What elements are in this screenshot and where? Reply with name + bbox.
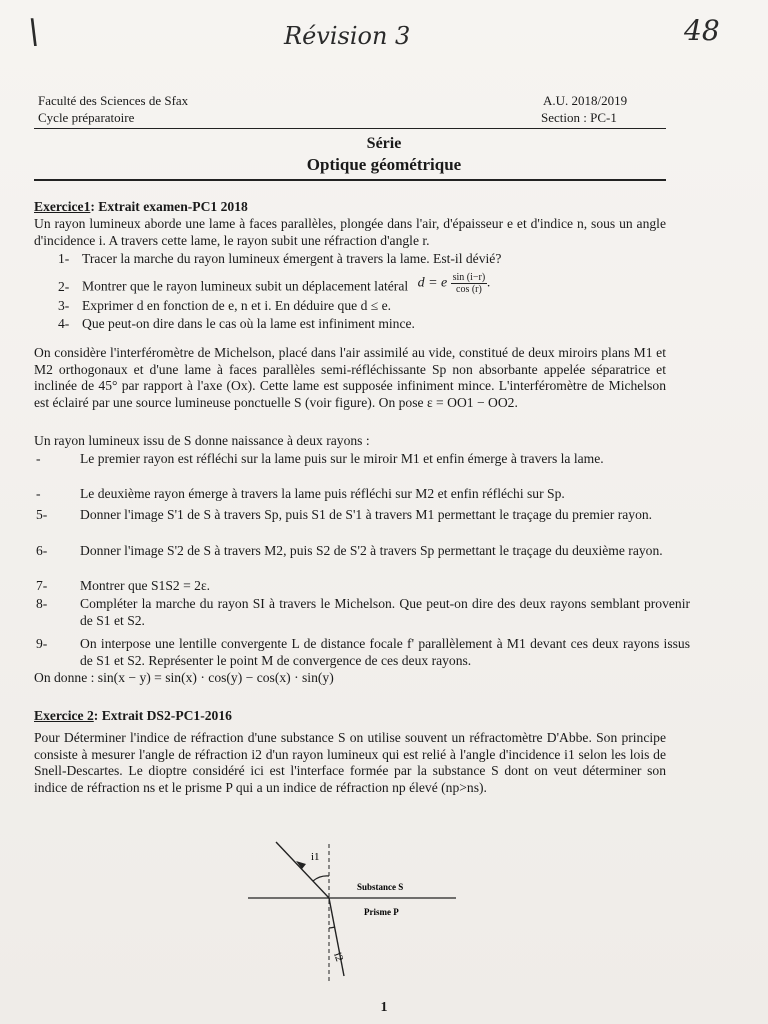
question-4: 4- Que peut-on dire dans le cas où la lame est infiniment mince. (58, 316, 415, 331)
bullet-second-ray: - Le deuxième rayon émerge à travers la lame puis réfléchi sur M2 et enfin réfléchi sur Sp. (36, 486, 565, 501)
lateral-displacement-formula: d = e $\frac{\sin (i-r)}{\cos (r)}$ . (417, 272, 491, 295)
michelson-paragraph: On considère l'interféromètre de Michelson, placé dans l'air assimilé au vide, constitué de deux miroirs plans M1 et M2 orthogonaux et d'une lame à faces parallèles semi-réfléchissante Sp non absorbante appelée séparatrice et inclinée de 45° par rapport à l'axe (Ox). Cette lame est supposée infiniment mince. L'interféromètre de Michelson est éclairé par une source lumineuse ponctuelle S (voir figure). On pose ε = OO1 − OO2. (34, 345, 666, 410)
series-title: Série (366, 135, 402, 152)
incident-ray (276, 842, 329, 898)
exercise-2-source: : Extrait DS2-PC1-2016 (93, 708, 232, 723)
series-subtitle: Optique géométrique (306, 155, 462, 174)
question-9: 9- On interpose une lentille convergente L de distance focale f' parallèlement à M1 devant ces deux rayons issus de S1 et S2. Représenter le point M de convergence de ces deux rayons. (36, 636, 690, 668)
faculty-name: Faculté des Sciences de Sfax (38, 93, 189, 108)
exercise-2-label: Exercice 2 (34, 708, 94, 723)
section: Section : PC-1 (541, 110, 617, 125)
question-3: 3- Exprimer d en fonction de e, n et i. En déduire que d ≤ e. (58, 298, 392, 313)
refracted-ray (329, 898, 344, 976)
angle-i1-arc (313, 876, 329, 881)
exercise-1-heading (34, 199, 666, 216)
question-2: 2- Montrer que le rayon lumineux subit un déplacement latéral d = e $\frac{\sin (i-r)}{\cos (r)}$ . (58, 272, 491, 295)
academic-year: A.U. 2018/2019 (543, 93, 628, 108)
header-right (541, 92, 627, 126)
bullet-first-ray: - Le premier rayon est réfléchi sur la lame puis sur le miroir M1 et enfin émerge à travers la lame. (36, 451, 604, 466)
exercise-1-intro: Un rayon lumineux aborde une lame à faces parallèles, plongée dans l'air, d'épaisseur e et d'indice n, sous un angle d'incidence i. A travers cette lame, le rayon subit une réfraction d'angle r. (34, 216, 666, 248)
label-i1: i1 (311, 851, 320, 863)
header-rule-top (34, 128, 666, 129)
refraction-figure (230, 836, 470, 986)
handwritten-title: Révision 3 (284, 22, 411, 50)
exercise-2-heading (34, 708, 666, 725)
title-rule (34, 179, 666, 181)
rays-intro: Un rayon lumineux issu de S donne naissance à deux rayons : (34, 433, 370, 448)
exercise-2-text: Pour Déterminer l'indice de réfraction d'une substance S on utilise souvent un réfractomètre D'Abbe. Son principe consiste à mesurer l'angle de réfraction i2 d'un rayon lumineux qui est relié à l'angle d'incidence i1 selon les lois de Snell-Descartes. Le dioptre considéré ici est l'interface formée par la substance S dont on veut déterminer son indice de réfraction ns et le prisme P qui a un indice de réfraction np élevé (np>ns). (34, 730, 666, 795)
question-8: 8- Compléter la marche du rayon SI à travers le Michelson. Que peut-on dire des deux rayons semblant provenir de S1 et S2. (36, 596, 690, 628)
question-1: 1- Tracer la marche du rayon lumineux émergent à travers la lame. Est-il dévié? (58, 251, 502, 266)
question-5: 5- Donner l'image S'1 de S à travers Sp, puis S1 de S'1 à travers M1 permettant le traçage du premier rayon. (36, 507, 653, 522)
cycle-name: Cycle préparatoire (38, 110, 135, 125)
handwritten-number: 48 (684, 14, 720, 47)
handwritten-mark: \ (28, 12, 40, 52)
question-7: 7- Montrer que S1S2 = 2ε. (36, 578, 211, 593)
label-substance: Substance S (357, 882, 404, 892)
exercise-1-source: : Extrait examen-PC1 2018 (90, 199, 248, 214)
header-left (38, 92, 188, 126)
question-6: 6- Donner l'image S'2 de S à travers M2, puis S2 de S'2 à travers Sp permettant le traçage du deuxième rayon. (36, 543, 663, 558)
label-i2: i2 (331, 950, 346, 964)
given-identity: On donne : sin(x − y) = sin(x) · cos(y) − cos(x) · sin(y) (34, 670, 334, 685)
label-prism: Prisme P (364, 907, 399, 917)
exercise-1-label: Exercice1 (34, 199, 91, 214)
page-number: 1 (380, 1000, 388, 1015)
